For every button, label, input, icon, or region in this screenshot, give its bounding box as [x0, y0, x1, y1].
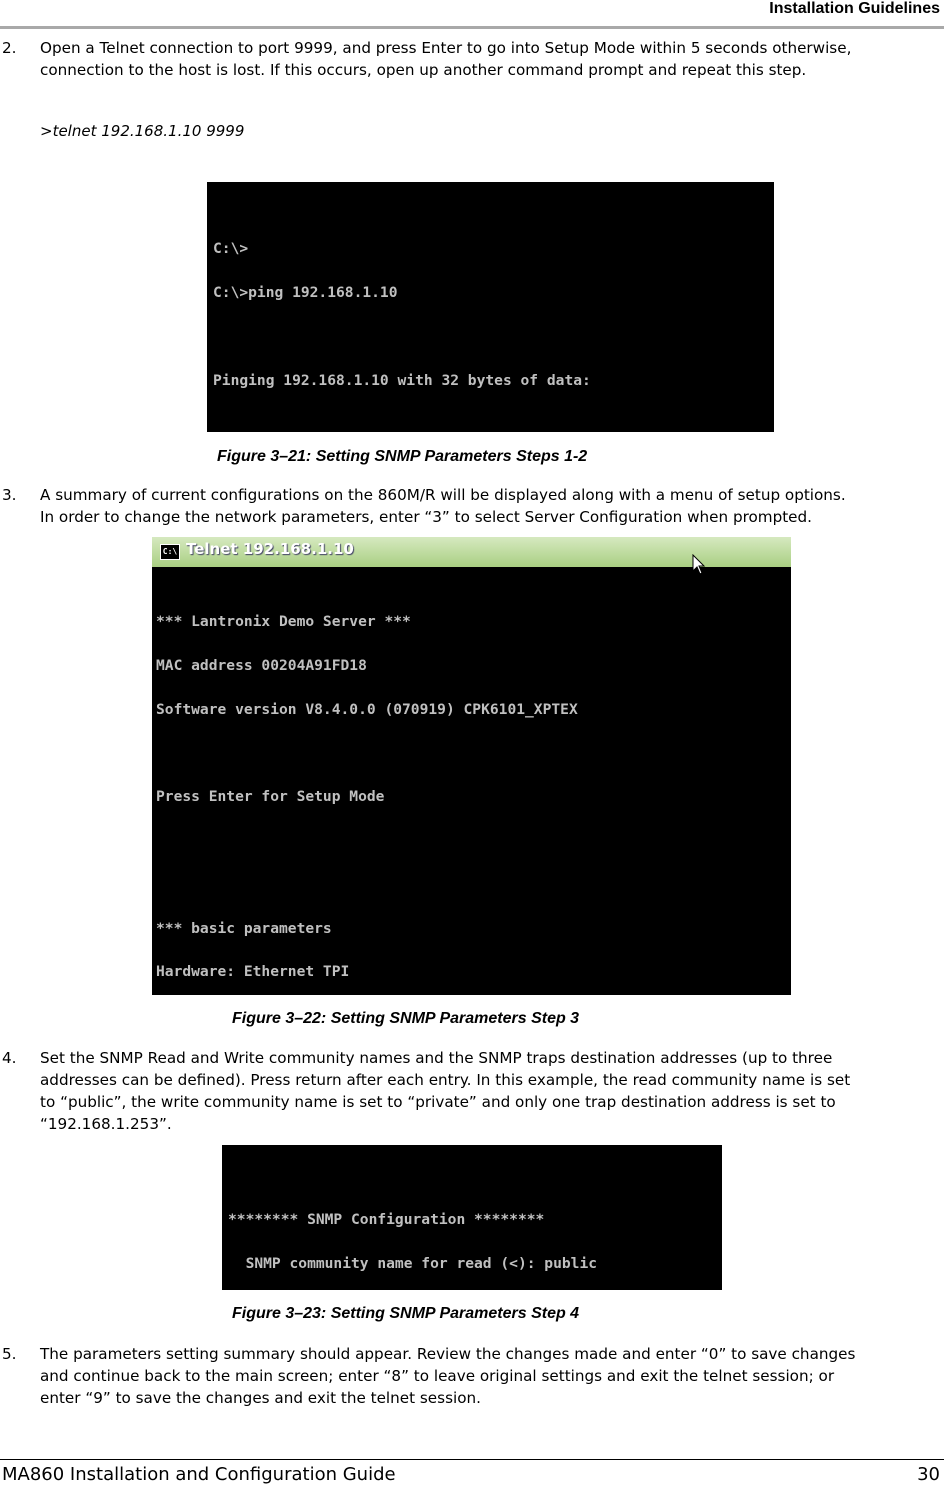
console-line	[156, 834, 727, 849]
window-titlebar	[152, 537, 791, 567]
console-lines	[156, 586, 727, 995]
console-line	[213, 418, 774, 433]
console-line: Pinging 192.168.1.10 with 32 bytes of data:	[213, 371, 591, 389]
step-text-line: A summary of current configurations on the 860M/R will be displayed along with a menu of setup options.	[40, 486, 846, 504]
console-line: C:\>	[213, 240, 249, 258]
step-text-line: The parameters setting summary should appear. Review the changes made and enter “0” to save changes	[40, 1345, 856, 1363]
page-number: 30	[917, 1464, 940, 1485]
step-text-line: addresses can be defined). Press return after each entry. In this example, the read community name is set	[40, 1071, 851, 1089]
console-line	[213, 330, 774, 345]
step-text-line: Set the SNMP Read and Write community names and the SNMP traps destination addresses (up to three	[40, 1049, 833, 1067]
snmp-config-console-screenshot	[222, 1145, 722, 1290]
cmd-icon: C:\	[160, 544, 180, 560]
console-line	[156, 747, 727, 762]
console-line: ******** SNMP Configuration ********	[228, 1211, 545, 1229]
step-number: 4.	[2, 1049, 17, 1067]
telnet-command: >telnet 192.168.1.10 9999	[40, 122, 245, 140]
step-text-line: and continue back to the main screen; enter “8” to leave original settings and exit the telnet session; or	[40, 1367, 835, 1385]
console-line: Software version V8.4.0.0 (070919) CPK6101_XPTEX	[156, 700, 578, 718]
console-line: C:\>ping 192.168.1.10	[213, 284, 398, 302]
page-header	[0, 0, 944, 29]
window-title: Telnet 192.168.1.10	[186, 540, 354, 558]
console-line: *** Lantronix Demo Server ***	[156, 613, 411, 631]
step-number: 2.	[2, 39, 17, 57]
mouse-cursor-icon	[692, 554, 706, 576]
step-text-line: Open a Telnet connection to port 9999, and press Enter to go into Setup Mode within 5 seconds otherwise,	[40, 39, 852, 57]
console-line: MAC address 00204A91FD18	[156, 656, 367, 674]
step-text-line: “192.168.1.253”.	[40, 1115, 172, 1133]
telnet-window-screenshot	[152, 537, 791, 995]
console-lines	[228, 1184, 722, 1290]
figure-caption: Figure 3–22: Setting SNMP Parameters Step 3	[232, 1010, 580, 1027]
step-number: 5.	[2, 1345, 17, 1363]
figure-caption: Figure 3–21: Setting SNMP Parameters Steps 1-2	[217, 448, 588, 465]
console-line: Press Enter for Setup Mode	[156, 788, 385, 806]
step-text-line: to “public”, the write community name is set to “private” and only one trap destination address is set to	[40, 1093, 836, 1111]
console-line	[156, 878, 727, 893]
ping-console-screenshot	[207, 182, 774, 432]
console-line: Hardware: Ethernet TPI	[156, 963, 350, 981]
step-text-line: connection to the host is lost. If this occurs, open up another command prompt and repeat this step.	[40, 61, 807, 79]
console-lines	[213, 213, 774, 432]
footer-doc-title: MA860 Installation and Configuration Guide	[2, 1464, 396, 1485]
step-text-line: In order to change the network parameters, enter “3” to select Server Configuration when prompted.	[40, 508, 812, 526]
step-number: 3.	[2, 486, 17, 504]
step-text-line: enter “9” to save the changes and exit the telnet session.	[40, 1389, 481, 1407]
footer-rule	[0, 1459, 944, 1460]
console-line: *** basic parameters	[156, 919, 332, 937]
header-title: Installation Guidelines	[769, 0, 940, 17]
console-line: SNMP community name for read (<): public	[228, 1255, 598, 1273]
figure-caption: Figure 3–23: Setting SNMP Parameters Step 4	[232, 1305, 580, 1322]
